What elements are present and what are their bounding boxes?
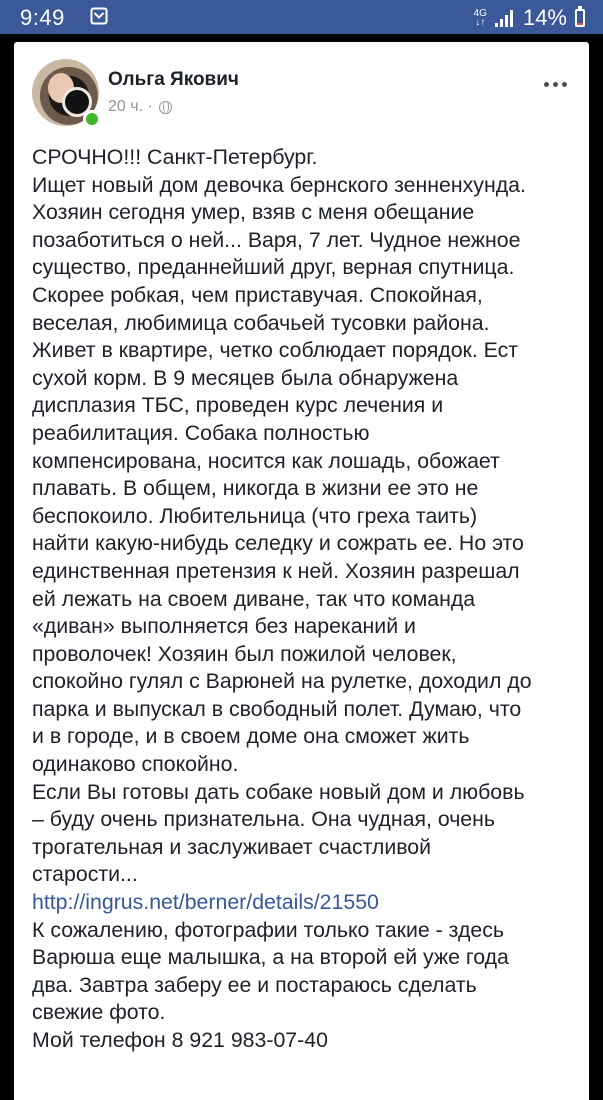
post-text-line: ей лежать на своем диване, так что команда (32, 586, 476, 611)
post-text-line: «диван» выполняется без нареканий и (32, 614, 416, 639)
post-text-line: существо, преданнейший друг, верная спутница. (32, 255, 515, 280)
post-text-line: одинаково спокойно. (32, 752, 239, 777)
post-text-line: компенсирована, носится как лошадь, обожает (32, 448, 500, 473)
post-text-line: единственная претензия к ней. Хозяин разрешал (32, 558, 520, 583)
post-meta (108, 98, 172, 116)
network-type: 4G (473, 8, 487, 19)
post-text-line: позаботиться о ней... Варя, 7 лет. Чудное нежное (32, 227, 521, 252)
globe-icon (159, 101, 172, 114)
post-text-line: и в городе, и в своем доме она сможет жить (32, 724, 470, 749)
post-body (32, 144, 577, 1055)
post-text-line: беспокоило. Любительница (что греха таить) (32, 503, 478, 528)
post-text-line: Хозяин сегодня умер, взяв с меня обещание (32, 200, 475, 225)
post-text-line: спокойно гулял с Варюней на рулетке, доходил до (32, 669, 532, 694)
post-link[interactable]: http://ingrus.net/berner/details/21550 (32, 890, 379, 915)
post-text-line: сухой корм. В 9 месяцев была обнаружена (32, 365, 459, 390)
status-time: 9:49 (20, 5, 65, 30)
post-text-line: Ищет новый дом девочка бернского зенненхунда. (32, 172, 526, 197)
avatar[interactable] (32, 59, 99, 126)
more-options-icon[interactable] (544, 82, 567, 87)
post-text-line: проволочек! Хозяин был пожилой человек, (32, 641, 457, 666)
notification-icon (90, 7, 108, 25)
post-text-line: найти какую-нибудь селедку и сожрать ее. Но это (32, 531, 524, 556)
post-card (14, 42, 589, 1100)
post-text-line: К сожалению, фотографии только такие - здесь (32, 917, 504, 942)
post-text-line: Варюша еще малышка, а на второй ей уже года (32, 945, 509, 970)
post-text-line: парка и выпускал в свободный полет. Думаю, что (32, 696, 522, 721)
author-name[interactable]: Ольга Якович (108, 69, 239, 90)
battery-icon (575, 9, 585, 27)
network-indicator (474, 9, 487, 27)
post-text-line: Если Вы готовы дать собаке новый дом и любовь (32, 779, 525, 804)
battery-percent: 14% (522, 5, 567, 30)
post-text-line: плавать. В общем, никогда в жизни ее это не (32, 476, 479, 501)
post-text-line: Скорее робкая, чем приставучая. Спокойная, (32, 282, 483, 307)
post-text-line: – буду очень признательна. Она чудная, очень (32, 807, 495, 832)
post-time[interactable]: 20 ч. · (108, 98, 153, 115)
post-text-line: реабилитация. Собака полностью (32, 420, 370, 445)
post-text-line: Мой телефон 8 921 983-07-40 (32, 1028, 328, 1052)
post-text-line: дисплазия ТБС, проведен курс лечения и (32, 393, 444, 418)
post-text-line: Живет в квартире, четко соблюдает порядок. Ест (32, 338, 519, 363)
status-right (474, 5, 585, 31)
post-text-line: веселая, любимица собачьей тусовки района. (32, 310, 490, 335)
network-arrows: ↓↑ (475, 17, 486, 28)
online-status-icon (83, 110, 101, 128)
status-bar (0, 0, 603, 34)
post-text-line: трогательная и заслуживает счастливой (32, 834, 432, 859)
post-text-line: старости... (32, 862, 138, 887)
battery-fill (577, 23, 583, 25)
post-text-line: свежие фото. (32, 1000, 166, 1025)
post-text-line: СРОЧНО!!! Санкт-Петербург. (32, 145, 318, 169)
signal-icon (495, 9, 513, 27)
post-text-line: два. Завтра заберу ее и постараюсь сделать (32, 972, 477, 997)
